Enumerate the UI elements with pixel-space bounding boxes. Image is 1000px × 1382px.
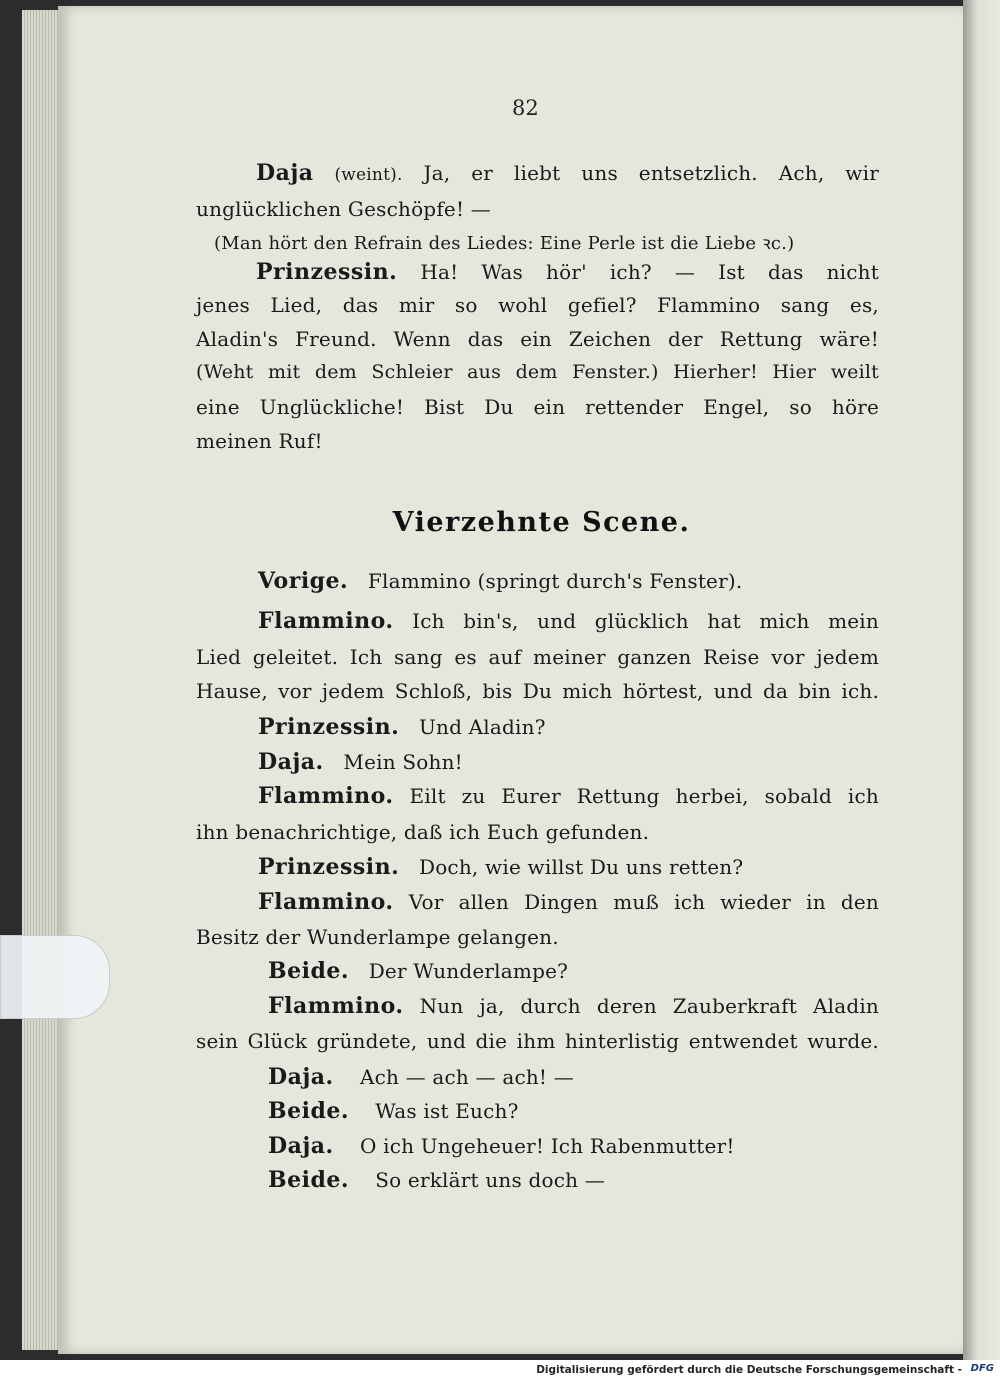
text-line: eine Unglückliche! Bist Du ein rettender Engel, so höre xyxy=(196,395,879,419)
text-line xyxy=(258,783,879,809)
speaker-name: Beide. xyxy=(268,1098,349,1124)
line-text: Der Wunderlampe? xyxy=(368,959,569,983)
line-text: Mein Sohn! xyxy=(343,750,463,774)
text-line: Besitz der Wunderlampe gelangen. xyxy=(196,925,559,949)
page-edges xyxy=(22,10,62,1350)
text-line xyxy=(258,568,879,594)
line-text: So erklärt uns doch — xyxy=(375,1168,605,1192)
text-line xyxy=(256,259,879,285)
speaker-name: Flammino. xyxy=(258,783,394,809)
scene-heading: Vierzehnte Scene. xyxy=(392,507,691,538)
page-clip xyxy=(0,935,110,1019)
speaker-name: Daja. xyxy=(268,1133,334,1159)
text-line: Aladin's Freund. Wenn das ein Zeichen der Rettung wäre! xyxy=(196,327,879,351)
speaker-name: Prinzessin. xyxy=(256,259,398,285)
footer-bar xyxy=(0,1360,1000,1382)
line-text: Vor allen Dingen muß ich wieder in den xyxy=(408,890,880,914)
text-line xyxy=(258,854,879,880)
text-line: ihn benachrichtige, daß ich Euch gefunden. xyxy=(196,820,650,844)
page-number: 82 xyxy=(512,96,539,120)
line-text: Ja, er liebt uns entsetzlich. Ach, wir xyxy=(423,161,879,185)
line-text: Ha! Was hör' ich? — Ist das nicht xyxy=(420,260,879,284)
speaker-name: Beide. xyxy=(268,1167,349,1193)
text-line xyxy=(256,160,879,186)
dfg-logo: DFG xyxy=(970,1363,994,1374)
line-text: O ich Ungeheuer! Ich Rabenmutter! xyxy=(359,1134,735,1158)
text-line: Lied geleitet. Ich sang es auf meiner ganzen Reise vor jedem xyxy=(196,645,879,669)
text-line xyxy=(258,889,879,915)
speaker-name: Daja. xyxy=(268,1064,334,1090)
line-text: Flammino (springt durch's Fenster). xyxy=(367,569,743,593)
speaker-name: Flammino. xyxy=(258,608,394,634)
text-line xyxy=(258,608,879,634)
speaker-name: Prinzessin. xyxy=(258,854,400,880)
text-line xyxy=(268,1167,879,1193)
stage-direction: (Man hört den Refrain des Liedes: Eine Perle ist die Liebe ꝛc.) xyxy=(214,233,795,254)
text-line: Hause, vor jedem Schloß, bis Du mich hörtest, und da bin ich. xyxy=(196,679,879,703)
text-line xyxy=(268,993,879,1019)
speaker-name: Vorige. xyxy=(258,568,349,594)
line-text: Ich bin's, und glücklich hat mich mein xyxy=(412,609,879,633)
text-line xyxy=(258,749,879,775)
text-line xyxy=(268,1064,879,1090)
text-line xyxy=(268,1133,879,1159)
speaker-name: Daja. xyxy=(258,749,324,775)
footer-credit: Digitalisierung gefördert durch die Deutsche Forschungsgemeinschaft - xyxy=(536,1364,962,1376)
text-line xyxy=(268,1098,879,1124)
line-text: Und Aladin? xyxy=(418,715,546,739)
text-line xyxy=(268,958,879,984)
text-line: unglücklichen Geschöpfe! — xyxy=(196,197,491,221)
speaker-name: Flammino. xyxy=(268,993,404,1019)
line-text: Nun ja, durch deren Zauberkraft Aladin xyxy=(419,994,879,1018)
line-text: Ach — ach — ach! — xyxy=(359,1065,574,1089)
facing-page-edge xyxy=(963,0,1000,1360)
text-line: jenes Lied, das mir so wohl gefiel? Flammino sang es, xyxy=(196,293,879,317)
speaker-name: Flammino. xyxy=(258,889,394,915)
text-line xyxy=(258,714,879,740)
stage-direction: (weint). xyxy=(334,165,403,185)
text-line: meinen Ruf! xyxy=(196,429,323,453)
speaker-name: Daja xyxy=(256,160,314,186)
line-text: Eilt zu Eurer Rettung herbei, sobald ich xyxy=(409,784,880,808)
speaker-name: Beide. xyxy=(268,958,349,984)
text-line: sein Glück gründete, und die ihm hinterlistig entwendet wurde. xyxy=(196,1029,879,1053)
line-text: Was ist Euch? xyxy=(375,1099,519,1123)
text-line: (Weht mit dem Schleier aus dem Fenster.) Hierher! Hier weilt xyxy=(196,361,879,383)
line-text: Doch, wie willst Du uns retten? xyxy=(418,855,744,879)
speaker-name: Prinzessin. xyxy=(258,714,400,740)
